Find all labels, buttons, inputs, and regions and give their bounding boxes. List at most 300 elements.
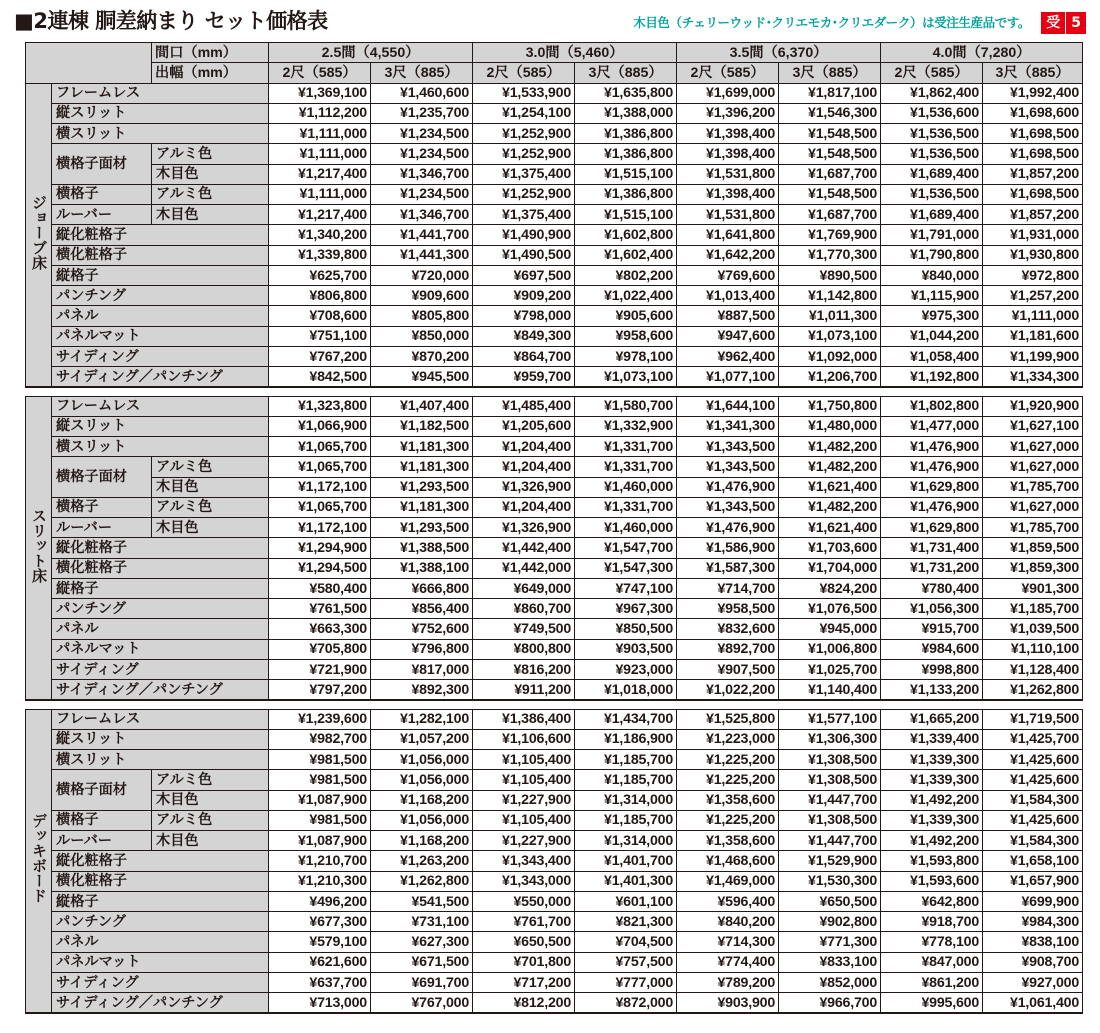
price-cell: ¥1,447,700	[779, 790, 881, 810]
price-cell: ¥1,044,200	[881, 326, 983, 346]
price-cell: ¥797,200	[269, 680, 371, 700]
price-cell: ¥1,802,800	[881, 396, 983, 416]
price-cell: ¥864,700	[473, 346, 575, 366]
panel-type-label: フレームレス	[52, 396, 269, 416]
price-cell: ¥1,817,100	[779, 83, 881, 103]
price-cell: ¥1,791,000	[881, 225, 983, 245]
panel-type-label: 縦スリット	[52, 103, 269, 123]
panel-type-label: 横化粧格子	[52, 245, 269, 265]
table-row	[26, 518, 1083, 538]
price-cell: ¥1,476,900	[881, 497, 983, 517]
price-cell: ¥1,698,500	[983, 184, 1083, 204]
price-cell: ¥1,425,600	[983, 750, 1083, 770]
price-cell: ¥1,326,900	[473, 477, 575, 497]
price-cell: ¥909,600	[371, 286, 473, 306]
price-cell: ¥800,800	[473, 639, 575, 659]
table-row	[26, 437, 1083, 457]
table-row	[26, 750, 1083, 770]
floor-type-name: デッキボード	[30, 813, 47, 904]
price-cell: ¥767,000	[371, 993, 473, 1013]
price-cell: ¥1,306,300	[779, 729, 881, 749]
price-cell: ¥981,500	[269, 810, 371, 830]
price-cell: ¥1,192,800	[881, 367, 983, 387]
price-cell: ¥1,252,900	[473, 184, 575, 204]
color-variant-label: 木目色	[152, 790, 269, 810]
panel-type-label: パネル	[52, 932, 269, 952]
price-cell: ¥697,500	[473, 265, 575, 285]
price-cell: ¥1,621,400	[779, 518, 881, 538]
panel-type-label: サイディング／パンチング	[52, 367, 269, 387]
price-cell: ¥1,770,300	[779, 245, 881, 265]
header-corner	[26, 43, 152, 84]
price-cell: ¥1,369,100	[269, 83, 371, 103]
price-cell: ¥666,800	[371, 578, 473, 598]
price-cell: ¥580,400	[269, 578, 371, 598]
price-cell: ¥1,485,400	[473, 396, 575, 416]
price-cell: ¥911,200	[473, 680, 575, 700]
price-cell: ¥832,600	[677, 619, 779, 639]
price-cell: ¥1,343,500	[677, 437, 779, 457]
price-cell: ¥870,200	[371, 346, 473, 366]
price-cell: ¥833,100	[779, 952, 881, 972]
price-cell: ¥663,300	[269, 619, 371, 639]
price-cell: ¥1,469,000	[677, 871, 779, 891]
price-cell: ¥1,492,200	[881, 790, 983, 810]
price-cell: ¥1,731,400	[881, 538, 983, 558]
price-cell: ¥872,000	[575, 993, 677, 1013]
width-header: 4.0間（7,280）	[881, 43, 1083, 63]
panel-type-label: 縦格子	[52, 578, 269, 598]
price-cell: ¥774,400	[677, 952, 779, 972]
price-cell: ¥850,500	[575, 619, 677, 639]
price-cell: ¥1,293,500	[371, 477, 473, 497]
price-cell: ¥1,593,600	[881, 871, 983, 891]
price-cell: ¥714,300	[677, 932, 779, 952]
price-cell: ¥1,341,300	[677, 416, 779, 436]
price-cell: ¥1,398,400	[677, 124, 779, 144]
panel-type-label: パンチング	[52, 286, 269, 306]
price-cell: ¥1,388,000	[575, 103, 677, 123]
price-cell: ¥852,000	[779, 972, 881, 992]
price-cell: ¥981,500	[269, 770, 371, 790]
price-cell: ¥1,111,000	[269, 144, 371, 164]
price-cell: ¥1,006,800	[779, 639, 881, 659]
price-cell: ¥1,210,300	[269, 871, 371, 891]
price-cell: ¥1,689,400	[881, 205, 983, 225]
panel-type-label: フレームレス	[52, 709, 269, 729]
price-cell: ¥1,665,200	[881, 709, 983, 729]
price-cell: ¥769,600	[677, 265, 779, 285]
table-row	[26, 912, 1083, 932]
table-row	[26, 416, 1083, 436]
floor-type-label	[26, 709, 52, 1013]
table-row	[26, 891, 1083, 911]
price-cell: ¥1,339,800	[269, 245, 371, 265]
price-cell: ¥1,314,000	[575, 831, 677, 851]
price-cell: ¥967,300	[575, 599, 677, 619]
price-cell: ¥777,000	[575, 972, 677, 992]
depth-header: 2尺（585）	[269, 63, 371, 83]
price-cell: ¥627,300	[371, 932, 473, 952]
price-cell: ¥1,334,300	[983, 367, 1083, 387]
price-cell: ¥1,388,100	[371, 558, 473, 578]
price-cell: ¥978,100	[575, 346, 677, 366]
price-cell: ¥1,331,700	[575, 497, 677, 517]
width-header: 2.5間（4,550）	[269, 43, 473, 63]
price-cell: ¥1,326,900	[473, 518, 575, 538]
price-cell: ¥1,181,300	[371, 457, 473, 477]
price-cell: ¥1,536,600	[881, 103, 983, 123]
table-row	[26, 457, 1083, 477]
price-cell: ¥1,331,700	[575, 437, 677, 457]
price-cell: ¥1,515,100	[575, 164, 677, 184]
panel-type-label: 横格子	[52, 497, 152, 517]
depth-header: 2尺（585）	[677, 63, 779, 83]
price-cell: ¥1,011,300	[779, 306, 881, 326]
price-cell: ¥550,000	[473, 891, 575, 911]
depth-row-label: 出幅（mm）	[152, 63, 269, 83]
price-cell: ¥701,800	[473, 952, 575, 972]
panel-type-label: 横スリット	[52, 124, 269, 144]
page-title: ■2連棟 胴差納まり セット価格表	[14, 9, 328, 33]
price-cell: ¥1,785,700	[983, 477, 1083, 497]
price-cell: ¥1,185,700	[575, 810, 677, 830]
price-cell: ¥1,308,500	[779, 810, 881, 830]
price-cell: ¥714,700	[677, 578, 779, 598]
table-row	[26, 578, 1083, 598]
price-cell: ¥860,700	[473, 599, 575, 619]
price-cell: ¥805,800	[371, 306, 473, 326]
price-cell: ¥731,100	[371, 912, 473, 932]
price-cell: ¥915,700	[881, 619, 983, 639]
price-cell: ¥1,332,900	[575, 416, 677, 436]
depth-header: 2尺（585）	[881, 63, 983, 83]
price-cell: ¥1,531,800	[677, 205, 779, 225]
price-cell: ¥1,076,500	[779, 599, 881, 619]
floor-type-label	[26, 396, 52, 700]
price-cell: ¥1,323,800	[269, 396, 371, 416]
price-cell: ¥1,234,500	[371, 124, 473, 144]
price-cell: ¥1,343,000	[473, 871, 575, 891]
price-cell: ¥1,533,900	[473, 83, 575, 103]
price-cell: ¥907,500	[677, 659, 779, 679]
price-cell: ¥1,698,600	[983, 103, 1083, 123]
price-cell: ¥1,687,700	[779, 164, 881, 184]
table-row	[26, 680, 1083, 700]
price-cell: ¥1,386,800	[575, 124, 677, 144]
price-cell: ¥1,092,000	[779, 346, 881, 366]
price-cell: ¥902,800	[779, 912, 881, 932]
price-cell: ¥984,300	[983, 912, 1083, 932]
price-cell: ¥1,025,700	[779, 659, 881, 679]
price-cell: ¥1,128,400	[983, 659, 1083, 679]
color-variant-label: アルミ色	[152, 497, 269, 517]
panel-type-label: 横スリット	[52, 437, 269, 457]
panel-type-label: 横格子	[52, 810, 152, 830]
panel-type-label: 横スリット	[52, 750, 269, 770]
price-cell: ¥1,073,100	[575, 367, 677, 387]
price-cell: ¥1,398,400	[677, 184, 779, 204]
price-cell: ¥923,000	[575, 659, 677, 679]
price-cell: ¥1,225,200	[677, 810, 779, 830]
price-cell: ¥903,500	[575, 639, 677, 659]
price-cell: ¥1,199,900	[983, 346, 1083, 366]
price-cell: ¥1,790,800	[881, 245, 983, 265]
price-cell: ¥890,500	[779, 265, 881, 285]
price-cell: ¥625,700	[269, 265, 371, 285]
price-cell: ¥601,100	[575, 891, 677, 911]
price-cell: ¥1,529,900	[779, 851, 881, 871]
price-cell: ¥1,548,500	[779, 124, 881, 144]
group-separator	[26, 700, 1083, 709]
price-cell: ¥1,223,000	[677, 729, 779, 749]
floor-type-label	[26, 83, 52, 387]
panel-type-label: パネルマット	[52, 952, 269, 972]
price-cell: ¥1,058,400	[881, 346, 983, 366]
price-cell: ¥1,225,200	[677, 750, 779, 770]
table-row	[26, 871, 1083, 891]
price-cell: ¥1,546,300	[779, 103, 881, 123]
panel-type-label: ルーバー	[52, 205, 152, 225]
price-cell: ¥1,168,200	[371, 831, 473, 851]
panel-type-label: 縦スリット	[52, 416, 269, 436]
table-row	[26, 184, 1083, 204]
table-row	[26, 619, 1083, 639]
price-cell: ¥642,800	[881, 891, 983, 911]
price-cell: ¥1,480,000	[779, 416, 881, 436]
price-cell: ¥1,587,300	[677, 558, 779, 578]
price-cell: ¥1,358,600	[677, 831, 779, 851]
price-cell: ¥1,531,800	[677, 164, 779, 184]
price-cell: ¥1,577,100	[779, 709, 881, 729]
price-cell: ¥771,300	[779, 932, 881, 952]
price-cell: ¥1,396,200	[677, 103, 779, 123]
price-cell: ¥824,200	[779, 578, 881, 598]
price-cell: ¥1,061,400	[983, 993, 1083, 1013]
price-cell: ¥496,200	[269, 891, 371, 911]
depth-header: 3尺（885）	[371, 63, 473, 83]
price-cell: ¥704,500	[575, 932, 677, 952]
price-cell: ¥1,115,900	[881, 286, 983, 306]
price-cell: ¥1,442,000	[473, 558, 575, 578]
price-cell: ¥962,400	[677, 346, 779, 366]
color-variant-label: アルミ色	[152, 144, 269, 164]
table-row	[26, 265, 1083, 285]
price-cell: ¥927,000	[983, 972, 1083, 992]
table-row	[26, 326, 1083, 346]
price-cell: ¥1,013,400	[677, 286, 779, 306]
price-cell: ¥1,857,200	[983, 164, 1083, 184]
price-cell: ¥751,100	[269, 326, 371, 346]
price-cell: ¥1,477,000	[881, 416, 983, 436]
price-cell: ¥1,308,500	[779, 770, 881, 790]
price-cell: ¥903,900	[677, 993, 779, 1013]
price-cell: ¥1,182,500	[371, 416, 473, 436]
price-cell: ¥747,100	[575, 578, 677, 598]
price-cell: ¥749,500	[473, 619, 575, 639]
price-cell: ¥1,066,900	[269, 416, 371, 436]
panel-type-label: パネル	[52, 306, 269, 326]
price-cell: ¥838,100	[983, 932, 1083, 952]
price-cell: ¥1,769,900	[779, 225, 881, 245]
price-cell: ¥1,217,400	[269, 164, 371, 184]
price-cell: ¥816,200	[473, 659, 575, 679]
table-row	[26, 124, 1083, 144]
price-cell: ¥1,254,100	[473, 103, 575, 123]
price-cell: ¥1,425,600	[983, 770, 1083, 790]
price-cell: ¥1,536,500	[881, 144, 983, 164]
price-cell: ¥1,022,400	[575, 286, 677, 306]
panel-type-label: 横化粧格子	[52, 558, 269, 578]
price-cell: ¥959,700	[473, 367, 575, 387]
price-cell: ¥892,300	[371, 680, 473, 700]
price-cell: ¥1,181,300	[371, 437, 473, 457]
price-cell: ¥1,340,200	[269, 225, 371, 245]
panel-type-label: パネルマット	[52, 639, 269, 659]
price-cell: ¥1,056,000	[371, 750, 473, 770]
price-cell: ¥1,293,500	[371, 518, 473, 538]
price-cell: ¥1,105,400	[473, 770, 575, 790]
price-cell: ¥1,073,100	[779, 326, 881, 346]
price-cell: ¥1,185,700	[983, 599, 1083, 619]
price-cell: ¥705,800	[269, 639, 371, 659]
price-cell: ¥677,300	[269, 912, 371, 932]
table-row	[26, 83, 1083, 103]
price-cell: ¥1,548,500	[779, 184, 881, 204]
price-cell: ¥1,105,400	[473, 810, 575, 830]
price-cell: ¥1,627,100	[983, 416, 1083, 436]
price-cell: ¥1,425,700	[983, 729, 1083, 749]
price-cell: ¥1,476,900	[881, 437, 983, 457]
table-row	[26, 396, 1083, 416]
table-row	[26, 225, 1083, 245]
panel-type-label: サイディング／パンチング	[52, 993, 269, 1013]
price-cell: ¥1,375,400	[473, 164, 575, 184]
price-cell: ¥1,204,400	[473, 437, 575, 457]
price-cell: ¥1,057,200	[371, 729, 473, 749]
price-cell: ¥1,308,500	[779, 750, 881, 770]
price-cell: ¥1,227,900	[473, 790, 575, 810]
table-row	[26, 952, 1083, 972]
table-row	[26, 790, 1083, 810]
price-cell: ¥717,200	[473, 972, 575, 992]
table-row	[26, 367, 1083, 387]
price-cell: ¥1,227,900	[473, 831, 575, 851]
price-cell: ¥812,200	[473, 993, 575, 1013]
table-row	[26, 538, 1083, 558]
price-cell: ¥1,641,800	[677, 225, 779, 245]
price-cell: ¥1,689,400	[881, 164, 983, 184]
price-cell: ¥1,476,900	[677, 518, 779, 538]
price-cell: ¥982,700	[269, 729, 371, 749]
price-cell: ¥650,500	[473, 932, 575, 952]
price-cell: ¥1,339,400	[881, 729, 983, 749]
price-cell: ¥1,225,200	[677, 770, 779, 790]
price-cell: ¥649,000	[473, 578, 575, 598]
price-cell: ¥1,547,700	[575, 538, 677, 558]
price-cell: ¥981,500	[269, 750, 371, 770]
price-cell: ¥1,282,100	[371, 709, 473, 729]
price-cell: ¥1,181,600	[983, 326, 1083, 346]
panel-type-label: サイディング	[52, 972, 269, 992]
price-cell: ¥958,600	[575, 326, 677, 346]
price-cell: ¥1,447,700	[779, 831, 881, 851]
price-cell: ¥1,425,600	[983, 810, 1083, 830]
depth-header: 3尺（885）	[983, 63, 1083, 83]
price-cell: ¥1,992,400	[983, 83, 1083, 103]
panel-type-label: フレームレス	[52, 83, 269, 103]
price-cell: ¥1,547,300	[575, 558, 677, 578]
price-cell: ¥1,262,800	[983, 680, 1083, 700]
price-cell: ¥1,210,700	[269, 851, 371, 871]
price-cell: ¥1,602,800	[575, 225, 677, 245]
price-cell: ¥1,234,500	[371, 144, 473, 164]
panel-type-label: 縦化粧格子	[52, 538, 269, 558]
price-cell: ¥1,401,700	[575, 851, 677, 871]
table-row	[26, 144, 1083, 164]
panel-type-label: 横格子面材	[52, 457, 152, 498]
table-row	[26, 972, 1083, 992]
price-cell: ¥1,022,200	[677, 680, 779, 700]
price-cell: ¥1,593,800	[881, 851, 983, 871]
price-cell: ¥1,386,800	[575, 184, 677, 204]
price-cell: ¥1,140,400	[779, 680, 881, 700]
price-cell: ¥1,314,000	[575, 790, 677, 810]
price-cell: ¥596,400	[677, 891, 779, 911]
price-cell: ¥1,548,500	[779, 144, 881, 164]
table-row	[26, 306, 1083, 326]
price-cell: ¥840,000	[881, 265, 983, 285]
price-cell: ¥1,065,700	[269, 457, 371, 477]
color-variant-label: 木目色	[152, 518, 269, 538]
price-cell: ¥1,635,800	[575, 83, 677, 103]
price-cell: ¥1,490,500	[473, 245, 575, 265]
price-cell: ¥1,398,400	[677, 144, 779, 164]
price-cell: ¥1,460,000	[575, 477, 677, 497]
price-cell: ¥621,600	[269, 952, 371, 972]
price-cell: ¥984,600	[881, 639, 983, 659]
price-cell: ¥1,343,400	[473, 851, 575, 871]
panel-type-label: サイディング	[52, 346, 269, 366]
price-cell: ¥1,687,700	[779, 205, 881, 225]
price-cell: ¥972,800	[983, 265, 1083, 285]
price-cell: ¥1,077,100	[677, 367, 779, 387]
price-cell: ¥1,388,500	[371, 538, 473, 558]
price-cell: ¥1,217,400	[269, 205, 371, 225]
price-cell: ¥1,629,800	[881, 518, 983, 538]
table-row	[26, 709, 1083, 729]
depth-header: 2尺（585）	[473, 63, 575, 83]
price-cell: ¥1,087,900	[269, 831, 371, 851]
price-cell: ¥1,704,000	[779, 558, 881, 578]
price-cell: ¥1,698,500	[983, 144, 1083, 164]
price-cell: ¥1,931,000	[983, 225, 1083, 245]
table-row	[26, 477, 1083, 497]
order-badge	[1041, 12, 1086, 34]
price-cell: ¥1,110,100	[983, 639, 1083, 659]
price-cell: ¥1,699,000	[677, 83, 779, 103]
price-cell: ¥1,862,400	[881, 83, 983, 103]
price-cell: ¥901,300	[983, 578, 1083, 598]
price-cell: ¥1,331,700	[575, 457, 677, 477]
floor-type-name: ジョーブ床	[30, 194, 47, 270]
price-cell: ¥1,056,000	[371, 810, 473, 830]
price-cell: ¥1,441,300	[371, 245, 473, 265]
price-cell: ¥1,584,300	[983, 790, 1083, 810]
price-cell: ¥861,200	[881, 972, 983, 992]
price-cell: ¥796,800	[371, 639, 473, 659]
price-cell: ¥1,106,600	[473, 729, 575, 749]
